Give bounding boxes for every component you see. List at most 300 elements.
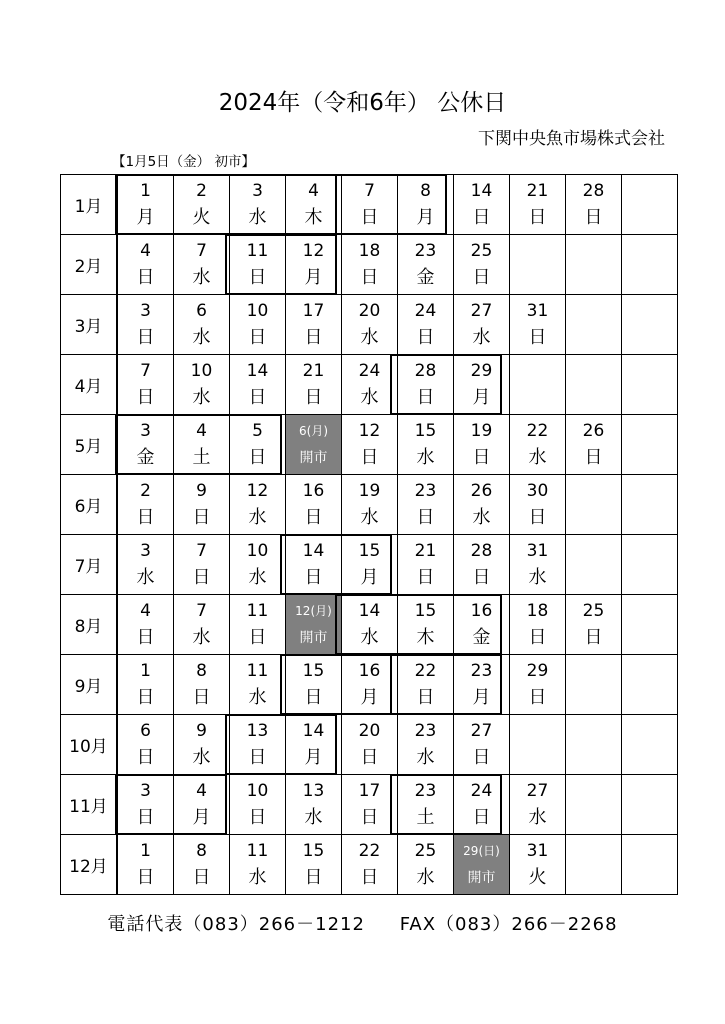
holiday-cell <box>174 415 230 475</box>
weekday: 日 <box>136 746 155 768</box>
day-number <box>566 238 621 265</box>
day-number: 28 <box>582 180 605 201</box>
day-number: 15 <box>414 420 437 441</box>
weekday: 水 <box>472 506 491 528</box>
holiday-cell <box>286 355 342 415</box>
day-number <box>566 358 621 385</box>
holiday-cell <box>622 415 678 475</box>
holiday-cell <box>342 775 398 835</box>
first-market-note: 【1月5日（金） 初市】 <box>112 154 255 170</box>
month-row <box>61 295 678 355</box>
holiday-cell <box>117 715 174 775</box>
day-number <box>566 298 621 325</box>
holiday-cell <box>286 235 342 295</box>
weekday: 水 <box>360 326 379 348</box>
day-number: 5 <box>252 420 263 441</box>
month-label: 5月 <box>61 415 118 475</box>
holiday-cell <box>510 295 566 355</box>
day-number <box>510 238 565 265</box>
weekday: 日 <box>136 326 155 348</box>
holiday-cell <box>622 175 678 235</box>
holiday-cell <box>117 835 174 895</box>
holiday-cell <box>398 475 454 535</box>
weekday: 金 <box>416 266 435 288</box>
day-number <box>622 238 677 265</box>
day-number: 4 <box>196 420 207 441</box>
day-number: 17 <box>358 780 381 801</box>
weekday: 日 <box>528 326 547 348</box>
day-number: 11 <box>246 600 269 621</box>
holiday-cell <box>454 235 510 295</box>
weekday: 水 <box>136 566 155 588</box>
day-number: 9 <box>196 480 207 501</box>
weekday <box>622 325 677 352</box>
holiday-cell <box>454 415 510 475</box>
holiday-cell <box>622 475 678 535</box>
holiday-cell <box>510 595 566 655</box>
holiday-cell <box>117 535 174 595</box>
weekday: 水 <box>304 806 323 828</box>
weekday: 日 <box>136 626 155 648</box>
day-number: 8 <box>420 180 431 201</box>
weekday <box>622 205 677 232</box>
weekday: 月 <box>472 686 491 708</box>
day-number: 3 <box>140 300 151 321</box>
weekday: 日 <box>584 446 603 468</box>
weekday: 月 <box>472 386 491 408</box>
holiday-cell <box>174 715 230 775</box>
holiday-cell <box>286 655 342 715</box>
day-number: 9 <box>196 720 207 741</box>
weekday <box>566 745 621 772</box>
day-number: 7 <box>196 540 207 561</box>
holiday-cell <box>230 715 286 775</box>
weekday: 水 <box>192 326 211 348</box>
weekday <box>622 385 677 412</box>
weekday <box>622 865 677 892</box>
day-number: 12 <box>358 420 381 441</box>
day-number: 16 <box>358 660 381 681</box>
holiday-cell <box>566 775 622 835</box>
day-number: 16 <box>470 600 493 621</box>
weekday <box>566 265 621 292</box>
weekday: 日 <box>136 266 155 288</box>
holiday-cell <box>454 295 510 355</box>
day-number: 8 <box>196 660 207 681</box>
weekday: 日 <box>304 866 323 888</box>
weekday <box>566 325 621 352</box>
weekday: 水 <box>528 806 547 828</box>
weekday <box>566 865 621 892</box>
weekday <box>622 625 677 652</box>
holiday-cell <box>117 475 174 535</box>
holiday-cell <box>230 415 286 475</box>
day-number: 22 <box>358 840 381 861</box>
month-row <box>61 535 678 595</box>
month-label: 4月 <box>61 355 118 415</box>
weekday: 日 <box>528 206 547 228</box>
weekday: 開市 <box>299 629 328 646</box>
day-number: 24 <box>358 360 381 381</box>
day-number: 25 <box>414 840 437 861</box>
day-number: 3 <box>140 780 151 801</box>
holiday-cell <box>398 415 454 475</box>
weekday: 日 <box>136 506 155 528</box>
holiday-cell <box>342 835 398 895</box>
weekday: 日 <box>472 206 491 228</box>
holiday-cell <box>566 835 622 895</box>
holiday-cell <box>398 355 454 415</box>
day-number: 31 <box>526 300 549 321</box>
day-number: 4 <box>140 600 151 621</box>
weekday <box>622 505 677 532</box>
weekday: 日 <box>304 326 323 348</box>
day-number: 26 <box>470 480 493 501</box>
market-open-day-cell <box>286 595 342 655</box>
weekday: 日 <box>248 266 267 288</box>
holiday-cell <box>566 535 622 595</box>
day-number: 13 <box>302 780 325 801</box>
day-number: 1 <box>140 840 151 861</box>
day-number <box>566 778 621 805</box>
holiday-cell <box>398 715 454 775</box>
holiday-cell <box>510 775 566 835</box>
holiday-cell <box>454 595 510 655</box>
day-number: 28 <box>414 360 437 381</box>
day-number: 15 <box>302 840 325 861</box>
day-number <box>566 658 621 685</box>
day-number: 15 <box>358 540 381 561</box>
holiday-cell <box>454 175 510 235</box>
day-number <box>622 658 677 685</box>
month-row <box>61 235 678 295</box>
day-number: 17 <box>302 300 325 321</box>
holiday-cell <box>286 535 342 595</box>
day-number: 31 <box>526 540 549 561</box>
weekday: 日 <box>248 806 267 828</box>
month-row <box>61 715 678 775</box>
day-number: 10 <box>190 360 213 381</box>
weekday: 日 <box>360 866 379 888</box>
weekday <box>510 385 565 412</box>
day-number: 8 <box>196 840 207 861</box>
holiday-cell <box>454 655 510 715</box>
day-number: 11 <box>246 240 269 261</box>
month-label: 12月 <box>61 835 118 895</box>
weekday: 金 <box>472 626 491 648</box>
holiday-cell <box>622 655 678 715</box>
month-label: 6月 <box>61 475 118 535</box>
holiday-cell <box>398 295 454 355</box>
weekday: 日 <box>136 866 155 888</box>
month-row <box>61 415 678 475</box>
weekday: 日 <box>416 386 435 408</box>
holiday-cell <box>454 535 510 595</box>
holiday-cell <box>566 415 622 475</box>
day-number: 23 <box>414 240 437 261</box>
weekday: 日 <box>472 806 491 828</box>
holiday-cell <box>398 775 454 835</box>
holiday-cell <box>117 175 174 235</box>
holiday-calendar-table <box>60 174 678 895</box>
company-name: 下関中央魚市場株式会社 <box>478 129 665 149</box>
weekday: 水 <box>416 866 435 888</box>
holiday-cell <box>174 835 230 895</box>
day-number <box>622 298 677 325</box>
day-number: 22 <box>526 420 549 441</box>
holiday-cell <box>230 475 286 535</box>
weekday: 月 <box>304 746 323 768</box>
holiday-cell <box>398 655 454 715</box>
weekday: 日 <box>360 806 379 828</box>
weekday: 水 <box>528 566 547 588</box>
holiday-cell <box>342 235 398 295</box>
weekday: 日 <box>528 686 547 708</box>
holiday-cell <box>174 595 230 655</box>
weekday: 水 <box>192 266 211 288</box>
weekday: 日 <box>584 206 603 228</box>
day-number: 1 <box>140 660 151 681</box>
day-number <box>622 478 677 505</box>
weekday: 火 <box>528 866 547 888</box>
day-number: 18 <box>358 240 381 261</box>
day-number <box>622 178 677 205</box>
weekday: 日 <box>360 746 379 768</box>
day-number: 10 <box>246 540 269 561</box>
day-number: 20 <box>358 300 381 321</box>
day-number <box>622 838 677 865</box>
day-number: 14 <box>246 360 269 381</box>
day-number: 11 <box>246 660 269 681</box>
day-number: 3 <box>252 180 263 201</box>
holiday-cell <box>566 175 622 235</box>
holiday-cell <box>230 295 286 355</box>
holiday-cell <box>174 175 230 235</box>
day-number: 27 <box>526 780 549 801</box>
month-row <box>61 775 678 835</box>
weekday: 開市 <box>467 869 496 886</box>
weekday <box>622 745 677 772</box>
holiday-cell <box>342 475 398 535</box>
weekday: 日 <box>248 746 267 768</box>
holiday-cell <box>510 235 566 295</box>
weekday: 開市 <box>299 449 328 466</box>
holiday-cell <box>342 415 398 475</box>
weekday: 日 <box>192 866 211 888</box>
day-number: 11 <box>246 840 269 861</box>
month-row <box>61 595 678 655</box>
holiday-cell <box>398 235 454 295</box>
weekday: 日 <box>528 506 547 528</box>
holiday-cell <box>286 475 342 535</box>
weekday: 水 <box>248 206 267 228</box>
day-number: 10 <box>246 300 269 321</box>
day-number: 23 <box>414 480 437 501</box>
weekday: 日 <box>416 326 435 348</box>
day-number: 24 <box>414 300 437 321</box>
weekday: 日 <box>136 686 155 708</box>
weekday: 水 <box>416 746 435 768</box>
weekday: 木 <box>304 206 323 228</box>
holiday-cell <box>286 715 342 775</box>
day-number: 29 <box>470 360 493 381</box>
holiday-cell <box>117 415 174 475</box>
day-number: 3 <box>140 540 151 561</box>
day-number: 2 <box>196 180 207 201</box>
holiday-cell <box>566 595 622 655</box>
weekday: 水 <box>472 326 491 348</box>
holiday-cell <box>117 655 174 715</box>
day-number <box>566 538 621 565</box>
day-number: 23 <box>470 660 493 681</box>
weekday <box>510 745 565 772</box>
day-number <box>566 718 621 745</box>
day-number: 4 <box>308 180 319 201</box>
holiday-cell <box>622 835 678 895</box>
weekday: 火 <box>192 206 211 228</box>
day-number: 21 <box>302 360 325 381</box>
holiday-cell <box>230 175 286 235</box>
holiday-cell <box>566 295 622 355</box>
month-row <box>61 655 678 715</box>
day-number: 12(月) <box>295 603 332 618</box>
weekday: 月 <box>136 206 155 228</box>
day-number: 16 <box>302 480 325 501</box>
holiday-cell <box>510 835 566 895</box>
market-open-day-cell <box>454 835 510 895</box>
day-number: 6 <box>196 300 207 321</box>
holiday-cell <box>622 595 678 655</box>
holiday-cell <box>510 175 566 235</box>
holiday-cell <box>342 295 398 355</box>
day-number: 27 <box>470 720 493 741</box>
holiday-cell <box>566 655 622 715</box>
phone-number: 電話代表（083）266－1212 <box>107 914 365 935</box>
weekday: 日 <box>416 566 435 588</box>
day-number: 7 <box>140 360 151 381</box>
weekday: 日 <box>416 686 435 708</box>
holiday-cell <box>398 535 454 595</box>
holiday-cell <box>566 235 622 295</box>
holiday-cell <box>398 595 454 655</box>
month-label: 9月 <box>61 655 118 715</box>
weekday: 日 <box>248 626 267 648</box>
weekday: 水 <box>360 386 379 408</box>
weekday: 月 <box>304 266 323 288</box>
month-label: 11月 <box>61 775 118 835</box>
weekday: 金 <box>136 446 155 468</box>
weekday <box>510 265 565 292</box>
weekday: 日 <box>304 566 323 588</box>
weekday: 水 <box>528 446 547 468</box>
day-number: 26 <box>582 420 605 441</box>
day-number: 22 <box>414 660 437 681</box>
day-number: 14 <box>358 600 381 621</box>
weekday <box>566 505 621 532</box>
day-number: 30 <box>526 480 549 501</box>
weekday <box>622 265 677 292</box>
holiday-cell <box>117 355 174 415</box>
holiday-cell <box>174 655 230 715</box>
weekday: 水 <box>248 686 267 708</box>
day-number <box>510 718 565 745</box>
day-number: 10 <box>246 780 269 801</box>
day-number: 14 <box>302 540 325 561</box>
weekday: 日 <box>304 386 323 408</box>
day-number: 13 <box>246 720 269 741</box>
weekday: 日 <box>472 446 491 468</box>
day-number: 19 <box>470 420 493 441</box>
holiday-cell <box>510 475 566 535</box>
day-number: 4 <box>196 780 207 801</box>
holiday-cell <box>342 175 398 235</box>
weekday <box>566 385 621 412</box>
weekday: 日 <box>192 686 211 708</box>
weekday: 水 <box>192 386 211 408</box>
weekday: 日 <box>472 566 491 588</box>
holiday-cell <box>230 355 286 415</box>
day-number: 19 <box>358 480 381 501</box>
day-number: 29(日) <box>463 843 500 858</box>
day-number: 7 <box>364 180 375 201</box>
month-label: 3月 <box>61 295 118 355</box>
holiday-cell <box>622 355 678 415</box>
weekday: 日 <box>192 506 211 528</box>
holiday-cell <box>174 235 230 295</box>
weekday: 日 <box>472 266 491 288</box>
weekday: 水 <box>248 866 267 888</box>
weekday: 月 <box>360 686 379 708</box>
day-number: 14 <box>302 720 325 741</box>
day-number: 1 <box>140 180 151 201</box>
holiday-cell <box>622 775 678 835</box>
day-number: 14 <box>470 180 493 201</box>
holiday-cell <box>566 475 622 535</box>
holiday-cell <box>510 715 566 775</box>
holiday-cell <box>117 235 174 295</box>
month-label: 2月 <box>61 235 118 295</box>
holiday-cell <box>566 355 622 415</box>
day-number: 20 <box>358 720 381 741</box>
holiday-cell <box>510 415 566 475</box>
day-number <box>622 358 677 385</box>
holiday-cell <box>510 355 566 415</box>
holiday-cell <box>286 295 342 355</box>
weekday: 土 <box>192 446 211 468</box>
month-row <box>61 835 678 895</box>
holiday-cell <box>566 715 622 775</box>
weekday: 水 <box>192 746 211 768</box>
day-number: 21 <box>526 180 549 201</box>
day-number: 6(月) <box>299 423 328 438</box>
weekday <box>622 685 677 712</box>
day-number <box>622 598 677 625</box>
holiday-cell <box>342 355 398 415</box>
holiday-cell <box>622 235 678 295</box>
holiday-cell <box>454 355 510 415</box>
holiday-cell <box>174 775 230 835</box>
weekday: 水 <box>416 446 435 468</box>
holiday-cell <box>622 295 678 355</box>
holiday-cell <box>510 655 566 715</box>
holiday-cell <box>398 835 454 895</box>
holiday-cell <box>622 715 678 775</box>
holiday-cell <box>286 835 342 895</box>
day-number: 28 <box>470 540 493 561</box>
day-number: 12 <box>246 480 269 501</box>
contact-info <box>0 910 725 936</box>
holiday-cell <box>174 355 230 415</box>
